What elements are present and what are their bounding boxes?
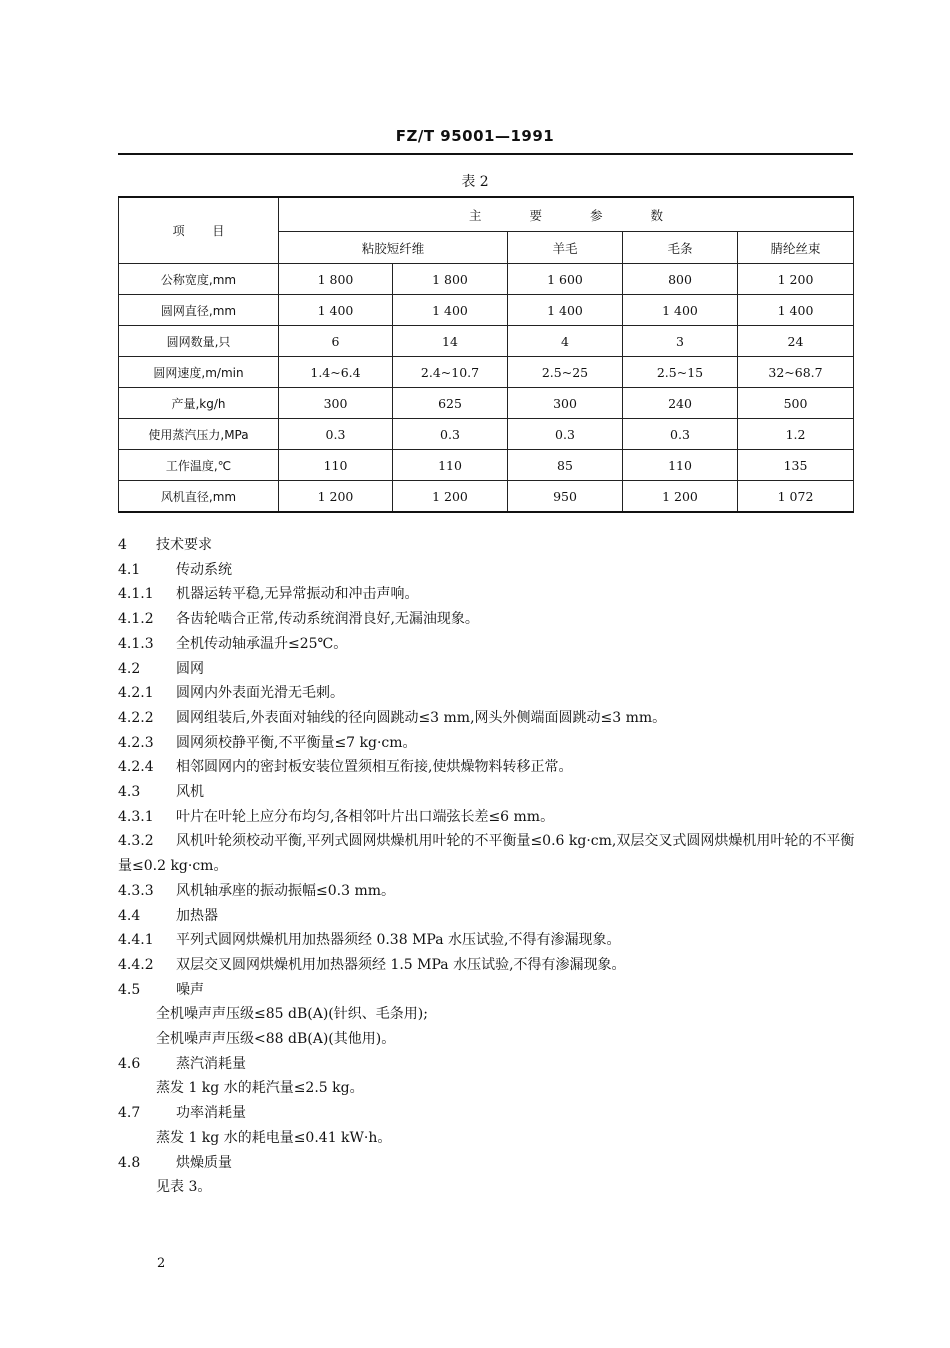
- row-label: 圆网速度,m/min: [119, 357, 279, 388]
- clause-number: 4.8: [118, 1154, 141, 1171]
- clause-line: [118, 706, 863, 731]
- table-cell: 14: [393, 326, 508, 357]
- clause-text: 烘燥质量: [176, 1154, 232, 1171]
- clause-number: 4.2.3: [118, 734, 154, 751]
- column-header: 羊毛: [508, 232, 623, 264]
- row-label: 公称宽度,mm: [119, 264, 279, 295]
- clause-number: 4.1.1: [118, 586, 154, 603]
- table-caption: 表 2: [461, 174, 489, 190]
- clause-number: 4.4: [118, 907, 141, 924]
- table-row: [119, 481, 854, 513]
- table-cell: 300: [279, 388, 393, 419]
- clause-number: 4.1.3: [118, 635, 154, 652]
- clause-text: 双层交叉圆网烘燥机用加热器须经 1.5 MPa 水压试验,不得有渗漏现象。: [176, 956, 626, 973]
- table-cell: 1 400: [279, 295, 393, 326]
- clause-number: 4.2.1: [118, 685, 154, 702]
- group-header: 主 要 参 数: [469, 207, 685, 223]
- table-cell: 110: [279, 450, 393, 481]
- clause-number: 4.6: [118, 1055, 141, 1072]
- clause-number: 4: [118, 537, 127, 553]
- clause-text: 蒸汽消耗量: [176, 1055, 246, 1072]
- clause-line: [118, 1151, 863, 1176]
- clause-text: 见表 3。: [156, 1179, 212, 1196]
- group-header-cell: [279, 197, 854, 232]
- table-cell: 32~68.7: [738, 357, 854, 388]
- clause-text: 圆网: [176, 660, 204, 677]
- table-cell: 6: [279, 326, 393, 357]
- table-cell: 1 800: [393, 264, 508, 295]
- table-cell: 1 400: [738, 295, 854, 326]
- table-cell: 110: [623, 450, 738, 481]
- table-cell: 24: [738, 326, 854, 357]
- table-row: [119, 388, 854, 419]
- table-cell: 1 200: [623, 481, 738, 513]
- clause-number: 4.4.1: [118, 932, 154, 949]
- table-cell: 1 200: [279, 481, 393, 513]
- item-header: 项 目: [172, 224, 237, 238]
- clause-number: 4.7: [118, 1105, 141, 1122]
- clause-number: 4.3.2: [118, 833, 154, 850]
- table-cell: 950: [508, 481, 623, 513]
- clause-line: [118, 928, 863, 953]
- row-label: 圆网数量,只: [119, 326, 279, 357]
- clause-text: 全机噪声声压级≤85 dB(A)(针织、毛条用);: [156, 1006, 428, 1023]
- clause-line: [118, 780, 863, 805]
- table-cell: 2.4~10.7: [393, 357, 508, 388]
- table-cell: 0.3: [508, 419, 623, 450]
- clause-text: 叶片在叶轮上应分布均匀,各相邻叶片出口端弦长差≤6 mm。: [176, 808, 555, 825]
- clause-line: [118, 904, 863, 929]
- table-cell: 3: [623, 326, 738, 357]
- clause-text: 相邻圆网内的密封板安装位置须相互衔接,使烘燥物料转移正常。: [176, 759, 573, 776]
- clause-number: 4.1: [118, 561, 141, 578]
- table-cell: 0.3: [279, 419, 393, 450]
- clause-line: [118, 607, 863, 632]
- table-cell: 625: [393, 388, 508, 419]
- table-cell: 4: [508, 326, 623, 357]
- clause-line: [118, 805, 863, 830]
- clause-text: 圆网须校静平衡,不平衡量≤7 kg·cm。: [176, 734, 417, 751]
- row-label: 产量,kg/h: [119, 388, 279, 419]
- table-row: [119, 326, 854, 357]
- clause-line: [118, 1175, 863, 1200]
- clause-number: 4.4.2: [118, 956, 154, 973]
- clause-text: 噪声: [176, 981, 204, 998]
- item-header-cell: [119, 197, 279, 264]
- table-cell: 85: [508, 450, 623, 481]
- column-header: 毛条: [623, 232, 738, 264]
- clause-line: [118, 1076, 863, 1101]
- table-row: [119, 295, 854, 326]
- table-cell: 240: [623, 388, 738, 419]
- clause-text: 全机传动轴承温升≤25℃。: [176, 635, 348, 652]
- clause-number: 4.3.1: [118, 808, 154, 825]
- clause-line: [118, 1002, 863, 1027]
- clause-text: 圆网组装后,外表面对轴线的径向圆跳动≤3 mm,网头外侧端面圆跳动≤3 mm。: [176, 709, 667, 726]
- clause-line: [118, 829, 863, 878]
- table-row: [119, 450, 854, 481]
- clause-text: 各齿轮啮合正常,传动系统润滑良好,无漏油现象。: [176, 611, 479, 628]
- table-row: [119, 264, 854, 295]
- clause-text: 平列式圆网烘燥机用加热器须经 0.38 MPa 水压试验,不得有渗漏现象。: [176, 932, 621, 949]
- clause-text: 功率消耗量: [176, 1105, 246, 1122]
- table-cell: 1 400: [623, 295, 738, 326]
- table-cell: 1 200: [738, 264, 854, 295]
- table-cell: 135: [738, 450, 854, 481]
- row-label: 工作温度,℃: [119, 450, 279, 481]
- clause-line: [118, 1052, 863, 1077]
- clause-text: 风机: [176, 784, 204, 801]
- table-cell: 1 400: [393, 295, 508, 326]
- clause-line: [118, 879, 863, 904]
- clause-text: 圆网内外表面光滑无毛刺。: [176, 685, 344, 702]
- clause-line: [118, 953, 863, 978]
- standard-code-header: FZ/T 95001—1991: [395, 127, 555, 145]
- clause-number: 4.2.2: [118, 709, 154, 726]
- column-header: 腈纶丝束: [738, 232, 854, 264]
- table-cell: 500: [738, 388, 854, 419]
- clause-text: 技术要求: [156, 537, 212, 553]
- table-cell: 2.5~25: [508, 357, 623, 388]
- table-cell: 1 400: [508, 295, 623, 326]
- clause-text: 蒸发 1 kg 水的耗电量≤0.41 kW·h。: [156, 1129, 392, 1146]
- page-number: 2: [157, 1256, 166, 1271]
- clause-number: 4.5: [118, 981, 141, 998]
- row-label: 使用蒸汽压力,MPa: [119, 419, 279, 450]
- table-cell: 1 600: [508, 264, 623, 295]
- column-header: 粘胶短纤维: [279, 232, 508, 264]
- clause-line: [118, 1027, 863, 1052]
- clause-line: [118, 558, 863, 583]
- clause-text: 传动系统: [176, 561, 232, 578]
- clause-text: 风机轴承座的振动振幅≤0.3 mm。: [176, 882, 395, 899]
- clause-text: 机器运转平稳,无异常振动和冲击声响。: [176, 586, 419, 603]
- clause-number: 4.3: [118, 784, 141, 801]
- clause-text: 加热器: [176, 907, 218, 924]
- clause-line: [118, 731, 863, 756]
- spec-table: [118, 196, 854, 513]
- clause-number: 4.2.4: [118, 759, 154, 776]
- clause-number: 4.1.2: [118, 611, 154, 628]
- clause-line: [118, 657, 863, 682]
- table-cell: 300: [508, 388, 623, 419]
- technical-requirements: [118, 533, 863, 1200]
- clause-text: 全机噪声声压级<88 dB(A)(其他用)。: [156, 1031, 396, 1048]
- header-rule: [118, 153, 853, 155]
- clause-line: [118, 632, 863, 657]
- table-header-row: [119, 197, 854, 232]
- table-cell: 2.5~15: [623, 357, 738, 388]
- clause-line: [118, 1101, 863, 1126]
- row-label: 圆网直径,mm: [119, 295, 279, 326]
- table-cell: 1.2: [738, 419, 854, 450]
- table-cell: 1.4~6.4: [279, 357, 393, 388]
- clause-line: [118, 978, 863, 1003]
- table-cell: 0.3: [393, 419, 508, 450]
- clause-line: [118, 755, 863, 780]
- section-heading: [118, 533, 863, 558]
- clause-number: 4.3.3: [118, 882, 154, 899]
- clause-text: 蒸发 1 kg 水的耗汽量≤2.5 kg。: [156, 1080, 364, 1097]
- row-label: 风机直径,mm: [119, 481, 279, 513]
- clause-text: 风机叶轮须校动平衡,平列式圆网烘燥机用叶轮的不平衡量≤0.6 kg·cm,双层交叉式圆网烘燥机用叶轮的不平衡量≤0.2 kg·cm。: [118, 833, 855, 875]
- table-cell: 0.3: [623, 419, 738, 450]
- clause-line: [118, 1126, 863, 1151]
- clause-number: 4.2: [118, 660, 141, 677]
- table-cell: 1 072: [738, 481, 854, 513]
- table-row: [119, 419, 854, 450]
- clause-line: [118, 582, 863, 607]
- table-cell: 1 200: [393, 481, 508, 513]
- table-row: [119, 357, 854, 388]
- table-cell: 800: [623, 264, 738, 295]
- table-cell: 1 800: [279, 264, 393, 295]
- table-cell: 110: [393, 450, 508, 481]
- clause-line: [118, 681, 863, 706]
